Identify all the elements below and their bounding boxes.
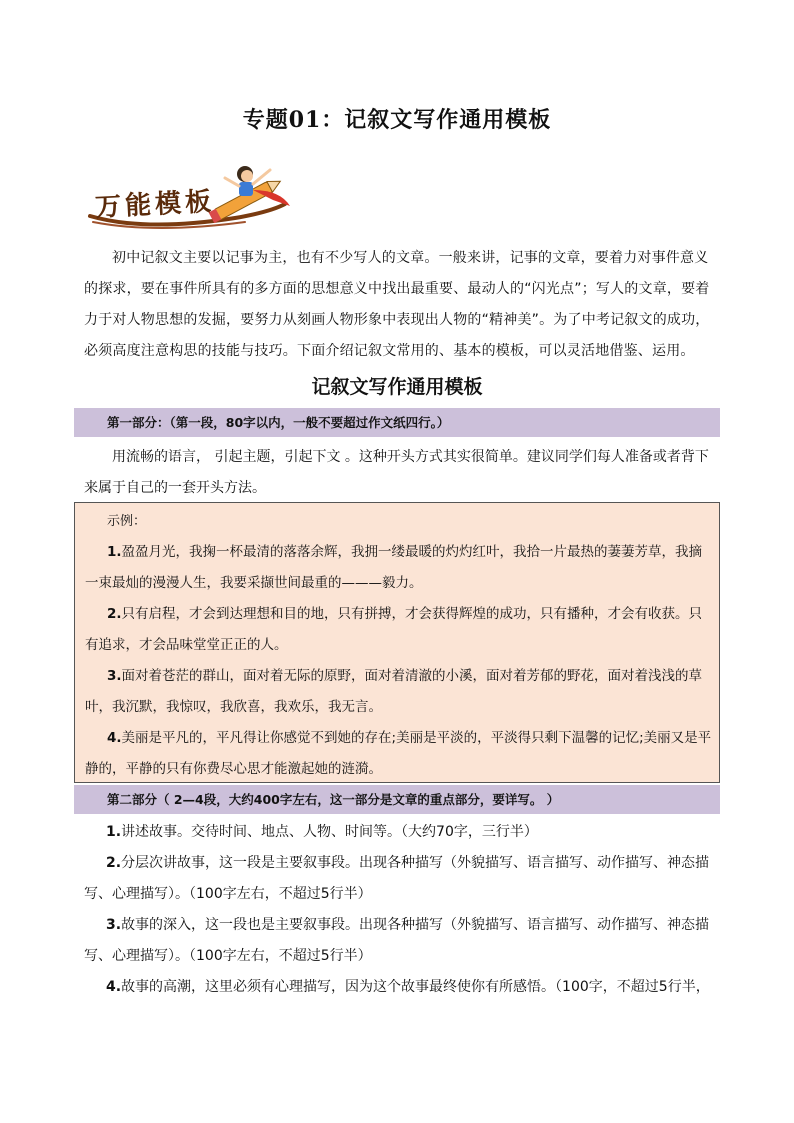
- list-item: 1.讲述故事。交待时间、地点、人物、时间等。（大约70字，三行半）: [106, 824, 538, 840]
- section-subtitle: 记叙文写作通用模板: [311, 376, 483, 398]
- example-item: 4.美丽是平凡的，平凡得让你感觉不到她的存在;美丽是平淡的，平淡得只剩下温馨的记忆;美丽又是平静的，平静的只有你费尽心思才能激起她的涟漪。: [85, 730, 712, 777]
- list-item: 4.故事的高潮，这里必须有心理描写，因为这个故事最终使你有所感悟。（100字，不超过5行半，: [106, 979, 710, 995]
- part2-list: [84, 817, 716, 1003]
- intro-paragraph: 初中记叙文主要以记事为主，也有不少写人的文章。一般来讲，记事的文章，要着力对事件意义的探求，要在事件所具有的多方面的思想意义中找出最重要、最动人的“闪光点”；写人的文章，要着力于对人物思想的发掘，要努力从刻画人物形象中表现出人物的“精神美”。为了中考记叙文的成功，必须高度注意构思的技能与技巧。下面介绍记叙文常用的、基本的模板，可以灵活地借鉴、运用。: [84, 250, 710, 359]
- page-title: 专题01：记叙文写作通用模板: [242, 107, 552, 133]
- list-item: 2.分层次讲故事，这一段是主要叙事段。出现各种描写（外貌描写、语言描写、动作描写、神态描写、心理描写）。（100字左右，不超过5行半）: [84, 855, 710, 902]
- list-item: 3.故事的深入，这一段也是主要叙事段。出现各种描写（外貌描写、语言描写、动作描写、神态描写、心理描写）。（100字左右，不超过5行半）: [84, 917, 710, 964]
- badge-text: 万能模板: [94, 186, 216, 224]
- part1-header: 第一部分：（第一段，80字以内，一般不要超过作文纸四行。）: [74, 408, 720, 437]
- example-item: 3.面对着苍茫的群山，面对着无际的原野，面对着清澈的小溪，面对着芳郁的野花，面对着浅浅的草叶，我沉默，我惊叹，我欣喜，我欢乐，我无言。: [85, 668, 703, 715]
- example-label: 示例：: [107, 514, 147, 529]
- example-item: 1.盈盈月光，我掬一杯最清的落落余辉，我拥一缕最暖的灼灼红叶，我拾一片最热的萋萋芳草，我摘一束最灿的漫漫人生，我要采撷世间最重的———毅力。: [85, 544, 703, 591]
- part1-description: 用流畅的语言， 引起主题，引起下文 。这种开头方式其实很简单。建议同学们每人准备或者背下来属于自己的一套开头方法。: [84, 449, 709, 496]
- part2-header: 第二部分（ 2—4段，大约400字左右，这一部分是文章的重点部分，要详写。 ）: [74, 785, 720, 814]
- example-item: 2.只有启程，才会到达理想和目的地，只有拼搏，才会获得辉煌的成功，只有播种，才会有收获。只有追求，才会品味堂堂正正的人。: [85, 606, 703, 653]
- example-box: [74, 502, 720, 783]
- template-badge: [85, 160, 300, 232]
